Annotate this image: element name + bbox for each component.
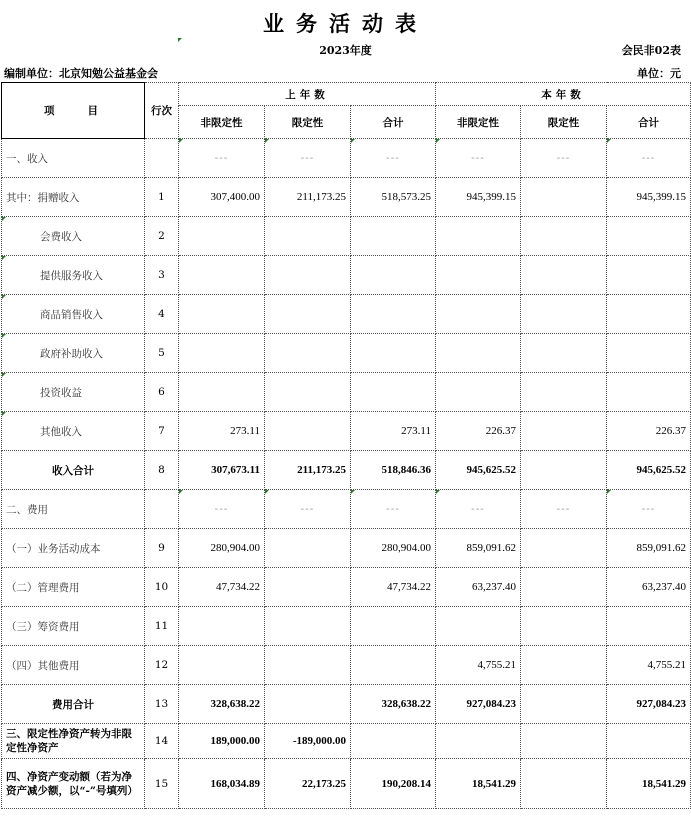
- amount-cell: 328,638.22: [351, 685, 436, 724]
- header-curr-unrestricted: 非限定性: [436, 106, 521, 139]
- amount-cell: 927,084.23: [607, 685, 691, 724]
- amount-cell: [265, 529, 351, 568]
- amount-cell: 945,625.52: [436, 451, 521, 490]
- amount-cell: [521, 685, 607, 724]
- report-title: 业务活动表: [263, 11, 428, 36]
- amount-cell: 328,638.22: [179, 685, 265, 724]
- header-curr-year: 本年数: [436, 83, 691, 106]
- currency-unit-label: 单位：元: [637, 67, 681, 80]
- amount-cell: [351, 217, 436, 256]
- row-number: 12: [145, 646, 179, 685]
- amount-cell: ---: [436, 490, 521, 529]
- amount-cell: [436, 607, 521, 646]
- amount-cell: 307,400.00: [179, 178, 265, 217]
- amount-cell: 189,000.00: [179, 724, 265, 759]
- row-number: 4: [145, 295, 179, 334]
- amount-cell: [521, 607, 607, 646]
- row-label: （二）管理费用: [2, 568, 145, 607]
- header-row-no: 行次: [145, 83, 179, 139]
- amount-cell: ---: [179, 490, 265, 529]
- table-row: [2, 295, 691, 334]
- table-row: [2, 256, 691, 295]
- amount-cell: [179, 646, 265, 685]
- amount-cell: [521, 334, 607, 373]
- amount-cell: ---: [179, 139, 265, 178]
- header-item: 项 目: [2, 83, 145, 139]
- row-label: 会费收入: [2, 217, 145, 256]
- amount-cell: 63,237.40: [436, 568, 521, 607]
- amount-cell: [265, 646, 351, 685]
- amount-cell: ---: [436, 139, 521, 178]
- amount-cell: [351, 334, 436, 373]
- amount-cell: [436, 295, 521, 334]
- table-row: [2, 490, 691, 529]
- amount-cell: [521, 529, 607, 568]
- row-label: （三）筹资费用: [2, 607, 145, 646]
- amount-cell: [265, 607, 351, 646]
- amount-cell: [436, 256, 521, 295]
- amount-cell: 859,091.62: [607, 529, 691, 568]
- amount-cell: [436, 217, 521, 256]
- amount-cell: [521, 217, 607, 256]
- activity-statement-table: [1, 82, 691, 809]
- amount-cell: [265, 568, 351, 607]
- amount-cell: [436, 373, 521, 412]
- table-row: [2, 451, 691, 490]
- amount-cell: [265, 334, 351, 373]
- amount-cell: -189,000.00: [265, 724, 351, 759]
- table-row: [2, 646, 691, 685]
- amount-cell: ---: [265, 139, 351, 178]
- amount-cell: [607, 334, 691, 373]
- report-year: 2023年度: [319, 44, 372, 57]
- amount-cell: 945,399.15: [436, 178, 521, 217]
- amount-cell: [521, 256, 607, 295]
- amount-cell: 226.37: [607, 412, 691, 451]
- row-number: 8: [145, 451, 179, 490]
- table-row: [2, 568, 691, 607]
- table-row: [2, 139, 691, 178]
- row-number: 3: [145, 256, 179, 295]
- table-row: [2, 685, 691, 724]
- header-prev-unrestricted: 非限定性: [179, 106, 265, 139]
- row-label: 提供服务收入: [2, 256, 145, 295]
- row-label: （一）业务活动成本: [2, 529, 145, 568]
- table-row: [2, 373, 691, 412]
- amount-cell: 927,084.23: [436, 685, 521, 724]
- amount-cell: [265, 217, 351, 256]
- amount-cell: 4,755.21: [436, 646, 521, 685]
- amount-cell: [179, 256, 265, 295]
- amount-cell: [179, 217, 265, 256]
- amount-cell: [351, 724, 436, 759]
- table-row: [2, 178, 691, 217]
- amount-cell: [265, 412, 351, 451]
- amount-cell: [607, 373, 691, 412]
- amount-cell: [351, 607, 436, 646]
- amount-cell: 47,734.22: [351, 568, 436, 607]
- amount-cell: 307,673.11: [179, 451, 265, 490]
- row-label: 商品销售收入: [2, 295, 145, 334]
- amount-cell: ---: [351, 139, 436, 178]
- amount-cell: ---: [607, 490, 691, 529]
- row-label: 一、收入: [2, 139, 145, 178]
- row-label: 二、费用: [2, 490, 145, 529]
- row-label: （四）其他费用: [2, 646, 145, 685]
- header-prev-year: 上年数: [179, 83, 436, 106]
- row-number: 9: [145, 529, 179, 568]
- amount-cell: 211,173.25: [265, 178, 351, 217]
- amount-cell: [521, 724, 607, 759]
- amount-cell: 47,734.22: [179, 568, 265, 607]
- amount-cell: ---: [351, 490, 436, 529]
- amount-cell: [521, 451, 607, 490]
- amount-cell: [607, 217, 691, 256]
- amount-cell: 518,573.25: [351, 178, 436, 217]
- amount-cell: ---: [265, 490, 351, 529]
- row-number: 6: [145, 373, 179, 412]
- row-label: 费用合计: [2, 685, 145, 724]
- table-row: [2, 334, 691, 373]
- amount-cell: [521, 412, 607, 451]
- amount-cell: [436, 724, 521, 759]
- table-row: [2, 607, 691, 646]
- table-row: [2, 759, 691, 809]
- amount-cell: 945,399.15: [607, 178, 691, 217]
- amount-cell: 226.37: [436, 412, 521, 451]
- header-prev-restricted: 限定性: [265, 106, 351, 139]
- amount-cell: [521, 646, 607, 685]
- amount-cell: [179, 334, 265, 373]
- header-curr-total: 合计: [607, 106, 691, 139]
- row-number: 11: [145, 607, 179, 646]
- row-number: [145, 490, 179, 529]
- row-label: 其中：捐赠收入: [2, 178, 145, 217]
- row-number: [145, 139, 179, 178]
- amount-cell: 18,541.29: [607, 759, 691, 809]
- amount-cell: 945,625.52: [607, 451, 691, 490]
- row-label: 四、净资产变动额（若为净资产减少额，以“-”号填列）: [2, 759, 145, 809]
- amount-cell: 63,237.40: [607, 568, 691, 607]
- amount-cell: 18,541.29: [436, 759, 521, 809]
- amount-cell: [265, 373, 351, 412]
- row-label: 收入合计: [2, 451, 145, 490]
- table-row: [2, 529, 691, 568]
- row-number: 10: [145, 568, 179, 607]
- form-number: 会民非02表: [621, 44, 681, 57]
- amount-cell: [436, 334, 521, 373]
- amount-cell: [179, 373, 265, 412]
- amount-cell: [607, 724, 691, 759]
- amount-cell: 518,846.36: [351, 451, 436, 490]
- amount-cell: [351, 295, 436, 334]
- amount-cell: 280,904.00: [351, 529, 436, 568]
- amount-cell: [607, 295, 691, 334]
- amount-cell: 168,034.89: [179, 759, 265, 809]
- amount-cell: [607, 256, 691, 295]
- header-prev-total: 合计: [351, 106, 436, 139]
- row-label: 其他收入: [2, 412, 145, 451]
- row-label: 三、限定性净资产转为非限定性净资产: [2, 724, 145, 759]
- amount-cell: 273.11: [179, 412, 265, 451]
- row-number: 2: [145, 217, 179, 256]
- amount-cell: 22,173.25: [265, 759, 351, 809]
- amount-cell: ---: [521, 490, 607, 529]
- table-row: [2, 217, 691, 256]
- amount-cell: [179, 607, 265, 646]
- organization-label: 编制单位：北京知勉公益基金会: [4, 67, 158, 80]
- amount-cell: ---: [607, 139, 691, 178]
- amount-cell: ---: [521, 139, 607, 178]
- row-number: 7: [145, 412, 179, 451]
- row-label: 投资收益: [2, 373, 145, 412]
- amount-cell: [521, 373, 607, 412]
- amount-cell: 859,091.62: [436, 529, 521, 568]
- amount-cell: [521, 759, 607, 809]
- amount-cell: 273.11: [351, 412, 436, 451]
- table-row: [2, 412, 691, 451]
- amount-cell: 280,904.00: [179, 529, 265, 568]
- amount-cell: [607, 607, 691, 646]
- row-label: 政府补助收入: [2, 334, 145, 373]
- amount-cell: 190,208.14: [351, 759, 436, 809]
- amount-cell: [521, 295, 607, 334]
- row-number: 1: [145, 178, 179, 217]
- amount-cell: [179, 295, 265, 334]
- amount-cell: [265, 295, 351, 334]
- row-number: 13: [145, 685, 179, 724]
- amount-cell: [521, 178, 607, 217]
- row-number: 14: [145, 724, 179, 759]
- amount-cell: [265, 256, 351, 295]
- amount-cell: [521, 568, 607, 607]
- row-number: 15: [145, 759, 179, 809]
- row-number: 5: [145, 334, 179, 373]
- amount-cell: [265, 685, 351, 724]
- amount-cell: [351, 256, 436, 295]
- amount-cell: 4,755.21: [607, 646, 691, 685]
- table-row: [2, 724, 691, 759]
- header-curr-restricted: 限定性: [521, 106, 607, 139]
- amount-cell: [351, 373, 436, 412]
- amount-cell: 211,173.25: [265, 451, 351, 490]
- amount-cell: [351, 646, 436, 685]
